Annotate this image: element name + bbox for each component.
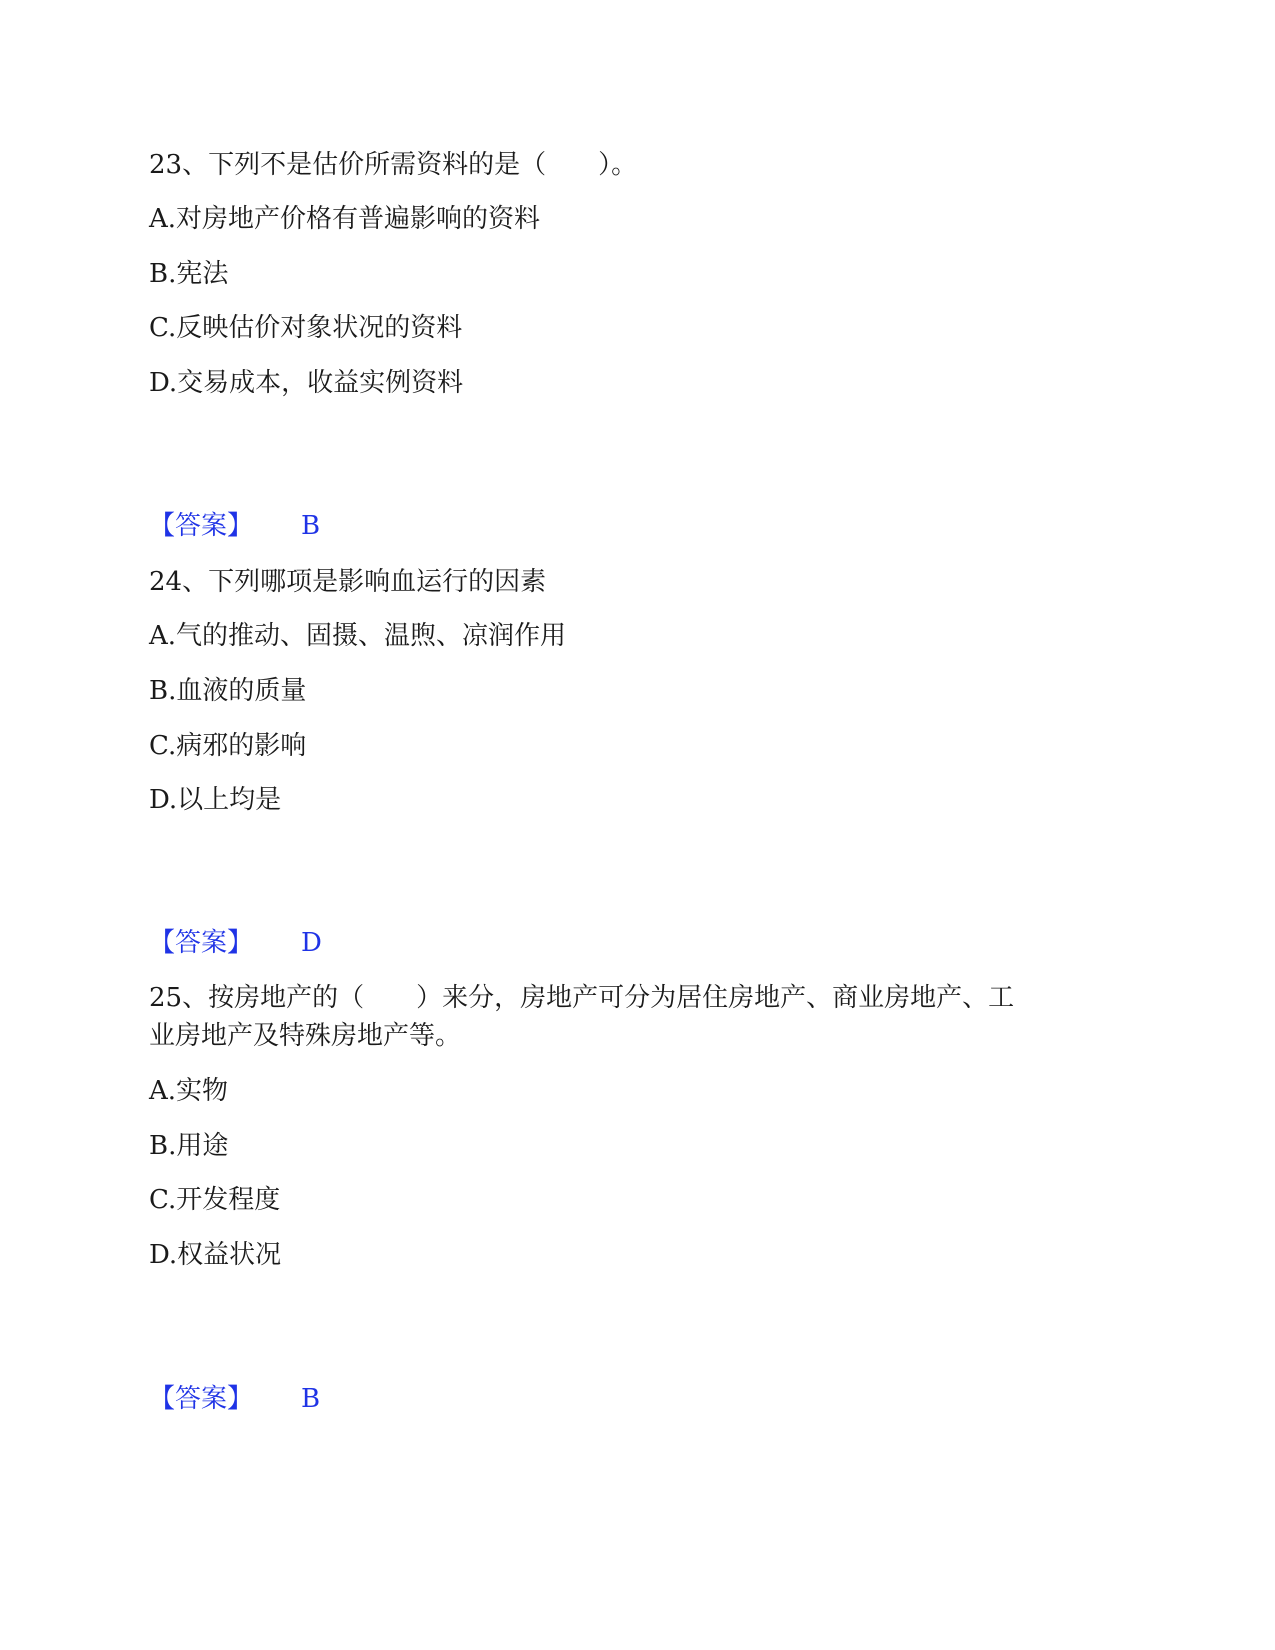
question-stem: 24、下列哪项是影响血运行的因素	[149, 567, 547, 597]
question-stem-line-1: 25、按房地产的（ ）来分，房地产可分为居住房地产、商业房地产、工	[149, 983, 1015, 1013]
answer-value: B	[301, 511, 321, 541]
question-stem-line-2: 业房地产及特殊房地产等。	[149, 1021, 462, 1051]
answer-label: 【答案】	[149, 928, 254, 958]
option-a: A.实物	[149, 1076, 229, 1106]
answer-value: D	[301, 928, 322, 958]
option-c: C.病邪的影响	[149, 731, 307, 761]
answer-line	[149, 924, 322, 962]
option-d: D.以上均是	[149, 785, 282, 815]
option-b: B.宪法	[149, 259, 229, 289]
question-stem: 23、下列不是估价所需资料的是（ ）。	[149, 150, 638, 180]
option-b: B.血液的质量	[149, 676, 307, 706]
answer-value: B	[301, 1384, 321, 1414]
option-a: A.气的推动、固摄、温煦、凉润作用	[149, 621, 567, 651]
option-d: D.权益状况	[149, 1240, 282, 1270]
option-b: B.用途	[149, 1131, 229, 1161]
option-d: D.交易成本，收益实例资料	[149, 368, 464, 398]
option-c: C.反映估价对象状况的资料	[149, 313, 463, 343]
answer-line	[149, 1380, 320, 1418]
answer-line	[149, 507, 320, 545]
option-a: A.对房地产价格有普遍影响的资料	[149, 204, 541, 234]
answer-label: 【答案】	[149, 511, 254, 541]
answer-label: 【答案】	[149, 1384, 254, 1414]
option-c: C.开发程度	[149, 1185, 281, 1215]
